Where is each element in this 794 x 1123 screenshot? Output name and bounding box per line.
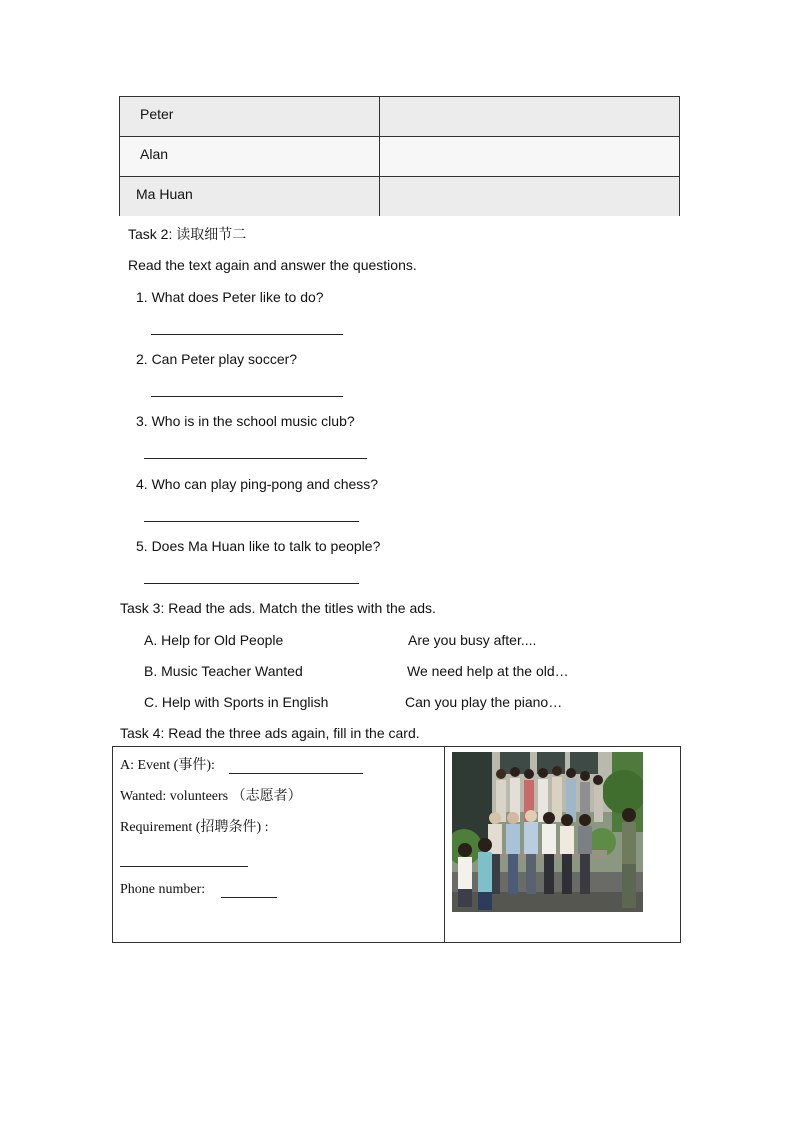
question-1: 1. What does Peter like to do? (136, 289, 324, 305)
match-title-b: B. Music Teacher Wanted (144, 663, 303, 679)
requirement-field[interactable] (120, 866, 248, 867)
match-title-a: A. Help for Old People (144, 632, 284, 648)
question-2: 2. Can Peter play soccer? (136, 351, 298, 367)
answer-line-3[interactable] (144, 458, 367, 459)
answer-line-4[interactable] (144, 521, 359, 522)
requirement-label: Requirement (招聘条件) : (120, 820, 269, 835)
answer-cell[interactable] (380, 97, 679, 137)
event-field[interactable] (229, 773, 363, 774)
volunteer-card (112, 746, 681, 943)
match-ad-2: We need help at the old… (407, 663, 569, 679)
question-3: 3. Who is in the school music club? (136, 413, 355, 429)
match-title-c: C. Help with Sports in English (144, 694, 329, 710)
question-4: 4. Who can play ping-pong and chess? (136, 476, 379, 492)
task3-title: Task 3: Read the ads. Match the titles with the ads. (120, 600, 436, 616)
match-ad-1: Are you busy after.... (408, 632, 537, 648)
event-label: A: Event (事件): (120, 758, 215, 773)
task2-instruction: Read the text again and answer the questions. (128, 257, 417, 273)
task4-title: Task 4: Read the three ads again, fill in the card. (120, 725, 420, 741)
answer-cell[interactable] (380, 177, 679, 216)
volunteers-photo (452, 752, 643, 912)
table-row (120, 97, 679, 137)
answer-line-5[interactable] (144, 583, 359, 584)
row-name: Alan (140, 146, 169, 162)
answer-line-1[interactable] (151, 334, 343, 335)
wanted-label: Wanted: volunteers （志愿者） (120, 789, 302, 804)
answer-cell[interactable] (380, 137, 679, 176)
question-5: 5. Does Ma Huan like to talk to people? (136, 538, 381, 554)
task2-title: Task 2: 读取细节二 (128, 226, 247, 242)
row-name: Ma Huan (136, 186, 193, 202)
answer-line-2[interactable] (151, 396, 343, 397)
phone-label: Phone number: (120, 882, 206, 897)
table-row (120, 136, 679, 176)
phone-field[interactable] (221, 897, 277, 898)
table-row (120, 176, 679, 216)
match-ad-3: Can you play the piano… (405, 694, 563, 710)
name-table (119, 96, 680, 216)
row-name: Peter (140, 106, 174, 122)
